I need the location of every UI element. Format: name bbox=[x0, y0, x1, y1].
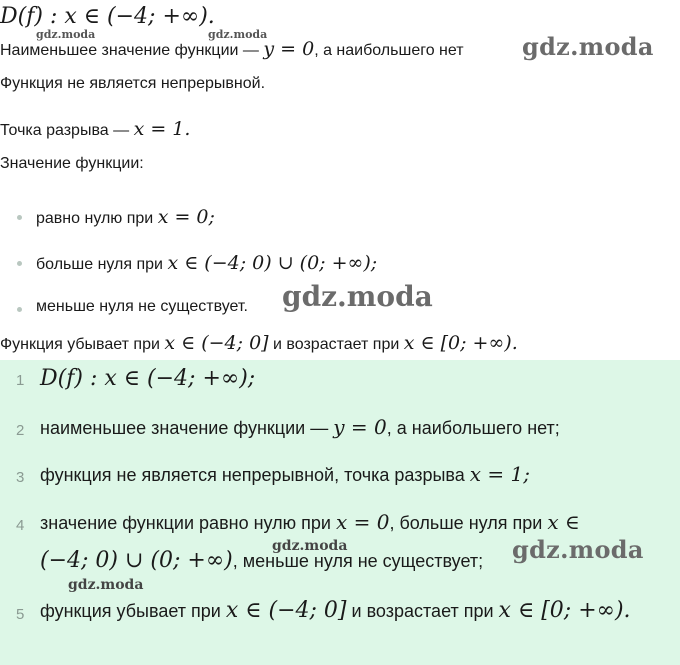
values-heading: Значение функции: bbox=[0, 155, 144, 172]
min-tail: , а наибольшего нет bbox=[314, 42, 464, 59]
watermark: gdz.moda bbox=[282, 280, 433, 313]
bullet-text: равно нулю при bbox=[36, 210, 158, 227]
bullet-text: больше нуля при bbox=[36, 256, 168, 273]
bullet-item bbox=[36, 298, 248, 316]
summary-text: функция убывает при bbox=[40, 601, 226, 621]
mono-text2: и возрастает при bbox=[268, 336, 404, 353]
summary-formula: x ∈ (−4; 0] bbox=[225, 598, 347, 623]
summary-tail: , а наибольшего нет; bbox=[386, 418, 560, 438]
bullet-dot bbox=[17, 307, 22, 312]
watermark: gdz.moda bbox=[272, 538, 348, 554]
bullet-item bbox=[36, 252, 377, 274]
monotonic-line bbox=[0, 332, 518, 354]
summary-formula: D(f) : x ∈ (−4; +∞); bbox=[40, 366, 256, 391]
watermark: gdz.moda bbox=[208, 28, 268, 41]
continuity-text: Функция не является непрерывной. bbox=[0, 75, 266, 92]
summary-text: функция не является непрерывной, точка разрыва bbox=[40, 465, 470, 485]
summary-formula: x = 0 bbox=[335, 510, 390, 534]
summary-tail: и возрастает при bbox=[346, 601, 499, 621]
summary-formula: x = 1; bbox=[469, 462, 531, 486]
summary-formula2: x ∈ [0; +∞). bbox=[498, 598, 631, 623]
summary-line bbox=[40, 366, 255, 391]
break-formula: x = 1. bbox=[133, 118, 191, 140]
watermark: gdz.moda bbox=[68, 577, 144, 593]
bullet-dot bbox=[17, 215, 22, 220]
bullet-item bbox=[36, 206, 215, 228]
bullet-text: меньше нуля не существует. bbox=[36, 298, 248, 315]
summary-number: 4 bbox=[16, 517, 25, 534]
summary-line bbox=[40, 598, 631, 623]
summary-tail: , больше нуля при bbox=[389, 513, 548, 533]
summary-number: 3 bbox=[16, 469, 25, 486]
summary-line-continued bbox=[40, 548, 483, 573]
bullet-dot bbox=[17, 261, 22, 266]
watermark: gdz.moda bbox=[36, 28, 96, 41]
break-text: Точка разрыва — bbox=[0, 122, 134, 139]
summary-formula2: x ∈ bbox=[547, 510, 580, 534]
mono-formula2: x ∈ [0; +∞). bbox=[403, 332, 518, 354]
summary-line bbox=[40, 462, 530, 486]
summary-tail2: , меньше нуля не существует; bbox=[232, 551, 484, 571]
summary-formula: y = 0 bbox=[333, 415, 387, 439]
min-text: Наименьшее значение функции — bbox=[0, 42, 264, 59]
summary-number: 1 bbox=[16, 372, 25, 389]
mono-formula1: x ∈ (−4; 0] bbox=[164, 332, 269, 354]
watermark: gdz.moda bbox=[512, 535, 644, 564]
watermark: gdz.moda bbox=[522, 32, 654, 61]
summary-number: 2 bbox=[16, 422, 25, 439]
domain-formula: D(f) : x ∈ (−4; +∞). bbox=[0, 4, 215, 29]
summary-number: 5 bbox=[16, 606, 25, 623]
summary-formula3: (−4; 0) ∪ (0; +∞) bbox=[40, 548, 233, 573]
bullet-formula: x = 0; bbox=[157, 206, 215, 228]
summary-line bbox=[40, 415, 560, 439]
mono-text1: Функция убывает при bbox=[0, 336, 165, 353]
bullet-formula: x ∈ (−4; 0) ∪ (0; +∞); bbox=[167, 252, 378, 274]
summary-line bbox=[40, 510, 580, 534]
summary-text: значение функции равно нулю при bbox=[40, 513, 336, 533]
summary-text: наименьшее значение функции — bbox=[40, 418, 334, 438]
min-formula: y = 0 bbox=[263, 38, 315, 60]
break-line bbox=[0, 118, 190, 140]
min-max-line bbox=[0, 38, 464, 60]
